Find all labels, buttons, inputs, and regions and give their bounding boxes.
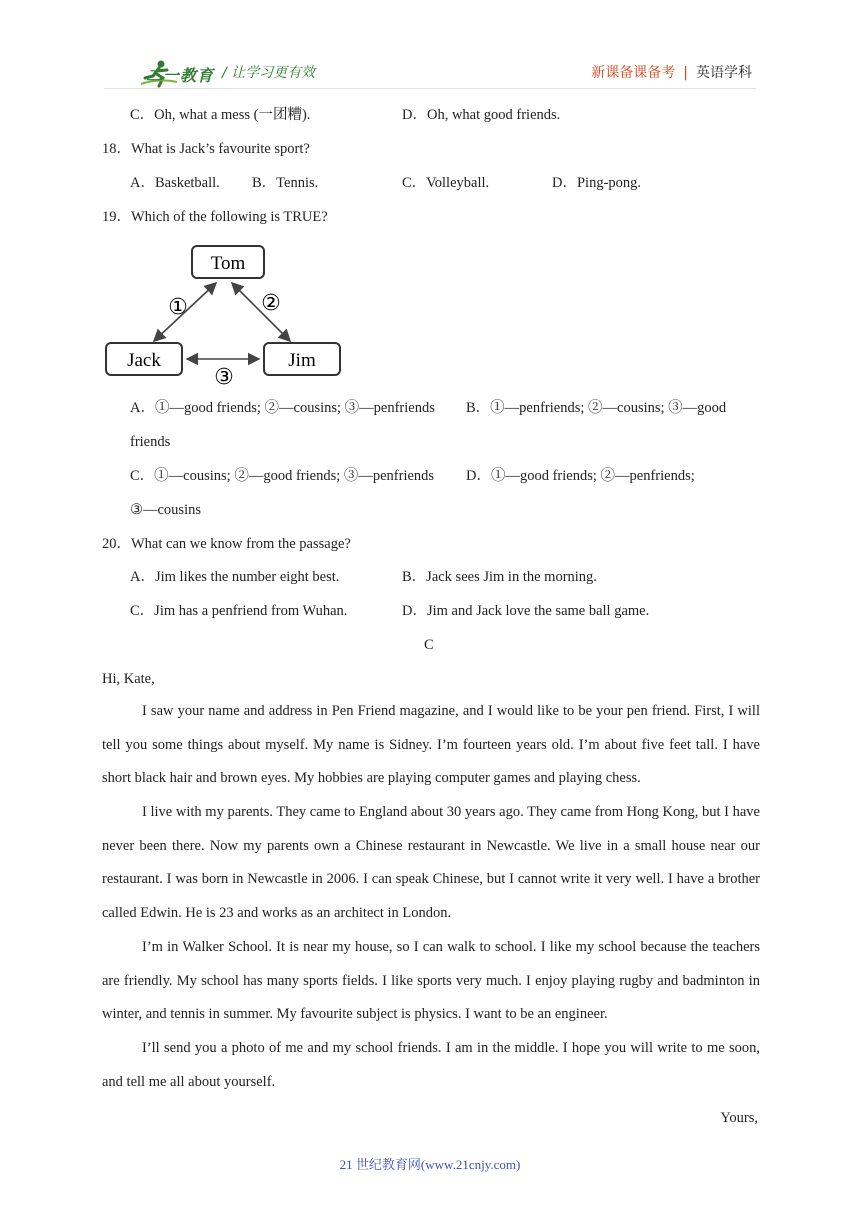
q20-option-a: A．Jim likes the number eight best. <box>130 569 340 585</box>
number-2-label: ② <box>261 291 281 316</box>
page-header <box>0 0 860 95</box>
q19-option-b-cont: friends <box>130 434 171 450</box>
header-right <box>591 62 752 82</box>
letter-paragraph-4: I’ll send you a photo of me and my school friends. I am in the middle. I hope you will write to me soon, and tell me all about yourself. <box>102 1040 760 1090</box>
header-separator: | <box>683 65 688 81</box>
header-slogan: / 让学习更有效 <box>222 65 316 81</box>
q18-option-a: A．Basketball. <box>130 175 220 191</box>
header-divider <box>104 88 756 89</box>
header-course-label: 新课备课备考 <box>591 65 676 81</box>
q19-option-d-cont: ③—cousins <box>130 502 201 518</box>
jack-label: Jack <box>127 350 161 371</box>
letter-paragraph-2: I live with my parents. They came to England about 30 years ago. They came from Hong Kong, but I have never been there. Now my parents own a Chinese restaurant in Newcastle. We live in a small house near our restaurant. I was born in Newcastle in 2006. I can speak Chinese, but I cannot write it very well. I have a brother called Edwin. He is 23 and works as an architect in London. <box>102 804 760 921</box>
number-1-label: ① <box>168 295 188 320</box>
q17-option-c: C．Oh, what a mess (一团糟). <box>130 107 311 123</box>
q18-option-b: B．Tennis. <box>252 175 319 191</box>
letter-closing: Yours, <box>720 1110 758 1126</box>
q19-option-d: D．①—good friends; ②—penfriends; <box>466 468 695 484</box>
jim-label: Jim <box>288 350 316 371</box>
tom-label: Tom <box>210 253 246 274</box>
q20-option-b: B．Jack sees Jim in the morning. <box>402 569 597 585</box>
letter-greeting: Hi, Kate, <box>102 671 155 687</box>
q17-option-d: D．Oh, what good friends. <box>402 107 561 123</box>
logo-text: 二一教育 <box>146 66 215 85</box>
q19-question: 19．Which of the following is TRUE? <box>102 209 328 225</box>
number-3-label: ③ <box>214 365 234 386</box>
q19-option-b: B．①—penfriends; ②—cousins; ③—good <box>466 400 727 416</box>
page-footer: 21 世纪教育网(www.21cnjy.com) <box>339 1157 521 1172</box>
header-subject-label: 英语学科 <box>696 65 752 81</box>
q19-option-a: A．①—good friends; ②—cousins; ③—penfriends <box>130 400 435 416</box>
q18-option-d: D．Ping-pong. <box>552 175 642 191</box>
q18-question: 18．What is Jack’s favourite sport? <box>102 141 310 157</box>
q20-question: 20．What can we know from the passage? <box>102 536 351 552</box>
letter-paragraph-3: I’m in Walker School. It is near my house, so I can walk to school. I like my school because the teachers are friendly. My school has many sports fields. I like sports very much. I enjoy playing rugby and badminton in winter, and tennis in summer. My favourite subject is physics. I want to be an engineer. <box>102 939 760 1023</box>
relationship-diagram <box>104 241 344 386</box>
q19-option-c: C．①—cousins; ②—good friends; ③—penfriends <box>130 468 435 484</box>
section-c-label: C <box>424 637 434 653</box>
q20-option-d: D．Jim and Jack love the same ball game. <box>402 603 650 619</box>
q18-option-c: C．Volleyball. <box>402 175 490 191</box>
q20-option-c: C．Jim has a penfriend from Wuhan. <box>130 603 348 619</box>
letter-paragraph-1: I saw your name and address in Pen Friend magazine, and I would like to be your pen friend. First, I will tell you some things about myself. My name is Sidney. I’m fourteen years old. I’m about five feet tall. I have short black hair and brown eyes. My hobbies are playing computer games and playing chess. <box>102 703 760 787</box>
